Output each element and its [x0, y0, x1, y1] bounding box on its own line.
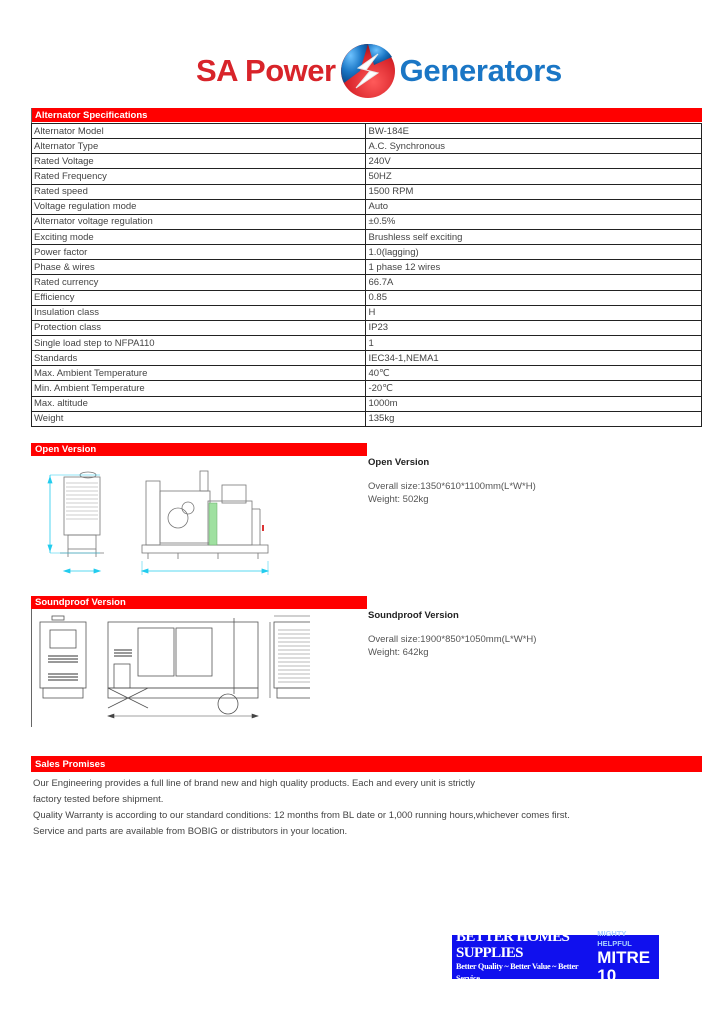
spec-key: Insulation class — [32, 305, 366, 320]
spec-key: Max. altitude — [32, 396, 366, 411]
spec-value: 1000m — [366, 396, 702, 411]
spec-key: Rated Voltage — [32, 154, 366, 169]
soundproof-version-weight: Weight: 642kg — [368, 647, 429, 658]
alternator-specs-header — [31, 108, 702, 122]
table-row — [32, 381, 702, 396]
promise-line: Quality Warranty is according to our standard conditions: 12 months from BL date or 1,000 running hours,whichever comes first. — [33, 810, 570, 821]
table-row — [32, 351, 702, 366]
spec-value: 240V — [366, 154, 702, 169]
section-title: Soundproof Version — [35, 597, 126, 608]
spec-value: ±0.5% — [366, 214, 702, 229]
spec-key: Rated currency — [32, 275, 366, 290]
spec-value: 1500 RPM — [366, 184, 702, 199]
spec-key: Efficiency — [32, 290, 366, 305]
section-title: Alternator Specifications — [35, 109, 148, 121]
promise-line: factory tested before shipment. — [33, 794, 164, 805]
spec-key: Alternator Type — [32, 139, 366, 154]
company-logo — [196, 40, 566, 102]
spec-key: Alternator Model — [32, 124, 366, 139]
table-row — [32, 366, 702, 381]
brand-tagline: MIGHTY HELPFUL — [597, 929, 632, 948]
spec-key: Alternator voltage regulation — [32, 214, 366, 229]
table-row — [32, 260, 702, 275]
brand-name-left: SA Power — [196, 53, 336, 88]
alternator-spec-table — [31, 123, 702, 427]
section-title: Open Version — [35, 444, 97, 455]
section-title: Sales Promises — [35, 758, 106, 770]
spec-value: A.C. Synchronous — [366, 139, 702, 154]
spec-value: IP23 — [366, 320, 702, 335]
spec-key: Exciting mode — [32, 229, 366, 244]
table-row — [32, 229, 702, 244]
spec-value: Brushless self exciting — [366, 229, 702, 244]
spec-value: 1 phase 12 wires — [366, 260, 702, 275]
sales-promises-header — [31, 756, 702, 772]
soundproof-left-rule — [31, 609, 32, 727]
table-row — [32, 290, 702, 305]
table-row — [32, 199, 702, 214]
table-left-rule — [31, 108, 32, 123]
spec-value: 135kg — [366, 411, 702, 426]
soundproof-version-size: Overall size:1900*850*1050mm(L*W*H) — [368, 634, 537, 645]
table-row — [32, 305, 702, 320]
brand-name-right: Generators — [399, 53, 562, 88]
spec-key: Single load step to NFPA110 — [32, 335, 366, 350]
spec-key: Phase & wires — [32, 260, 366, 275]
table-row — [32, 124, 702, 139]
spec-value: 40℃ — [366, 366, 702, 381]
spec-value: 50HZ — [366, 169, 702, 184]
spec-key: Rated speed — [32, 184, 366, 199]
table-row — [32, 139, 702, 154]
spec-key: Protection class — [32, 320, 366, 335]
power-s-logo-icon — [338, 41, 398, 101]
retailer-slogan: Better Quality ~ Better Value ~ Better Service — [456, 962, 579, 983]
open-version-drawing — [38, 463, 278, 578]
table-row — [32, 214, 702, 229]
soundproof-version-title: Soundproof Version — [368, 610, 459, 621]
spec-value: Auto — [366, 199, 702, 214]
spec-value: IEC34-1,NEMA1 — [366, 351, 702, 366]
retailer-name: BETTER HOMES SUPPLIES — [456, 929, 570, 961]
open-version-weight: Weight: 502kg — [368, 494, 429, 505]
table-row — [32, 169, 702, 184]
open-version-size: Overall size:1350*610*1100mm(L*W*H) — [368, 481, 536, 492]
promise-line: Service and parts are available from BOBIG or distributors in your location. — [33, 826, 348, 837]
spec-value: 1.0(lagging) — [366, 245, 702, 260]
table-row — [32, 184, 702, 199]
table-row — [32, 275, 702, 290]
table-row — [32, 396, 702, 411]
spec-value: -20℃ — [366, 381, 702, 396]
spec-value: 66.7A — [366, 275, 702, 290]
spec-key: Voltage regulation mode — [32, 199, 366, 214]
spec-value: 0.85 — [366, 290, 702, 305]
spec-key: Min. Ambient Temperature — [32, 381, 366, 396]
retailer-banner — [452, 929, 659, 985]
table-row — [32, 320, 702, 335]
brand-logo-text: MITRE 10 — [597, 948, 651, 985]
spec-key: Max. Ambient Temperature — [32, 366, 366, 381]
spec-value: BW-184E — [366, 124, 702, 139]
spec-value: H — [366, 305, 702, 320]
table-row — [32, 245, 702, 260]
table-row — [32, 335, 702, 350]
spec-key: Standards — [32, 351, 366, 366]
spec-key: Rated Frequency — [32, 169, 366, 184]
soundproof-version-header — [31, 596, 367, 609]
table-row — [32, 411, 702, 426]
open-version-header — [31, 443, 367, 456]
table-row — [32, 154, 702, 169]
promise-line: Our Engineering provides a full line of brand new and high quality products. Each and every unit is strictly — [33, 778, 475, 789]
spec-key: Power factor — [32, 245, 366, 260]
spec-value: 1 — [366, 335, 702, 350]
spec-key: Weight — [32, 411, 366, 426]
soundproof-version-drawing — [38, 612, 310, 722]
open-version-title: Open Version — [368, 457, 430, 468]
